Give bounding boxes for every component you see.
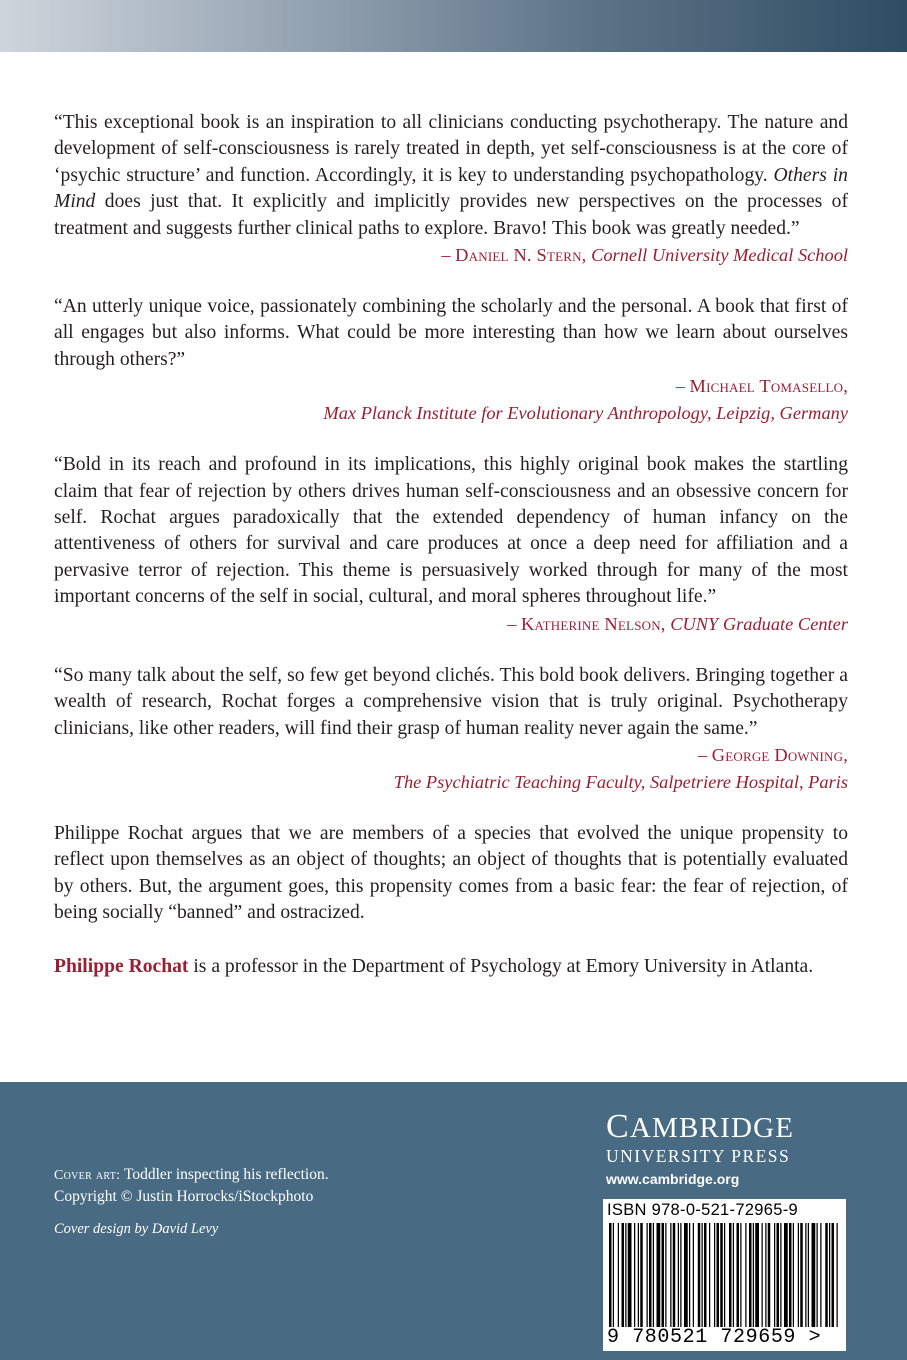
- barcode-bar: [737, 1223, 740, 1327]
- endorsement-quote: “An utterly unique voice, passionately combining the scholarly and the personal. A book that first of all engages but also informs. What could be more interesting than how we learn about ourselves through others?”: [54, 296, 848, 370]
- barcode-bar: [653, 1223, 654, 1327]
- barcode-bar: [613, 1223, 614, 1327]
- barcode-bar: [820, 1223, 821, 1327]
- barcode-bar: [609, 1223, 612, 1327]
- quote-text: does just that. It explicitly and implicitly provides new perspectives on the processes of treatment and suggests further clinical paths to explore. Bravo! This book was greatly needed.”: [54, 191, 848, 239]
- barcode-bar: [693, 1223, 694, 1327]
- endorser-name: Daniel N. Stern,: [455, 245, 587, 266]
- barcode-bar: [832, 1223, 835, 1327]
- endorser-affiliation: Cornell University Medical School: [591, 245, 848, 266]
- attribution-dash: –: [675, 376, 690, 397]
- barcode-bar: [673, 1223, 676, 1327]
- barcode-bars: [609, 1223, 840, 1327]
- endorser-affiliation: CUNY Graduate Center: [670, 613, 848, 634]
- barcode-bar: [720, 1223, 723, 1327]
- cover-credits: [54, 1164, 329, 1240]
- endorsement-4: [54, 663, 848, 796]
- barcode-bar: [622, 1223, 625, 1327]
- isbn-label: ISBN 978-0-521-72965-9: [607, 1201, 798, 1219]
- author-name: Philippe Rochat: [54, 955, 189, 977]
- barcode-bar: [780, 1223, 781, 1327]
- barcode-bar: [753, 1223, 754, 1327]
- barcode-bar: [733, 1223, 734, 1327]
- endorsement-attribution: [54, 242, 848, 269]
- barcode-bar: [808, 1223, 809, 1327]
- barcode-bar: [704, 1223, 707, 1327]
- book-description: Philippe Rochat argues that we are members of a species that evolved the unique propensity to reflect upon themselves as an object of thoughts; an object of thoughts that is potentially evaluated by others. But, the argument goes, this propensity comes from a basic fear: the fear of rejection, of being socially “banned” and ostracized.: [54, 822, 848, 924]
- endorsement-2: [54, 294, 848, 427]
- attribution-dash: –: [441, 245, 456, 266]
- endorsement-3: [54, 452, 848, 637]
- barcode-bar: [837, 1223, 838, 1327]
- publisher-panel: [0, 1082, 907, 1360]
- attribution-dash: –: [507, 613, 521, 634]
- barcode-bar: [789, 1223, 792, 1327]
- cover-art-credit: [54, 1164, 329, 1186]
- barcode-bar: [817, 1223, 818, 1327]
- barcode-bar: [800, 1223, 803, 1327]
- barcode-bar: [729, 1223, 732, 1327]
- publisher-initial: C: [606, 1108, 630, 1145]
- barcode-bar: [768, 1223, 771, 1327]
- endorsement-attribution: [54, 742, 848, 796]
- barcode-bar: [670, 1223, 671, 1327]
- barcode-bar: [634, 1223, 635, 1327]
- barcode-bar: [678, 1223, 679, 1327]
- barcode-bar: [829, 1223, 830, 1327]
- barcode-bar: [689, 1223, 690, 1327]
- barcode-bar: [745, 1223, 746, 1327]
- barcode-bar: [640, 1223, 643, 1327]
- barcode-bar: [798, 1223, 799, 1327]
- endorsement-quote: “Bold in its reach and profound in its implications, this highly original book makes the startling claim that fear of rejection by others drives human self-consciousness and an obsessive concern for self. Rochat argues paradoxically that the extended dependency of human infancy on the attentiveness of others for survival and care produces at once a deep need for affiliation and a pervasive terror of rejection. This theme is persuasively worked through for many of the most important concerns of the self in social, cultural, and moral spheres throughout life.”: [54, 454, 848, 608]
- endorsement-attribution: [54, 611, 848, 638]
- barcode-bar: [625, 1223, 626, 1327]
- back-cover-text: [54, 110, 848, 980]
- barcode-bar: [784, 1223, 788, 1327]
- publisher-url: www.cambridge.org: [606, 1171, 740, 1187]
- endorser-affiliation: Max Planck Institute for Evolutionary Anthropology, Leipzig, Germany: [323, 403, 848, 424]
- endorsement-attribution: [54, 373, 848, 427]
- copyright-line: Copyright © Justin Horrocks/iStockphoto: [54, 1188, 314, 1205]
- barcode-bar: [684, 1223, 688, 1327]
- author-bio-text: is a professor in the Department of Psychology at Emory University in Atlanta.: [188, 955, 814, 977]
- barcode-bar: [628, 1223, 632, 1327]
- top-gradient-band: [0, 0, 907, 52]
- barcode-bar: [618, 1223, 619, 1327]
- cambridge-logo: [606, 1108, 828, 1187]
- barcode-bar: [714, 1223, 715, 1327]
- barcode-bar: [765, 1223, 766, 1327]
- book-title-italic: Others in Mind: [54, 164, 848, 213]
- publisher-name-rest: AMBRIDGE: [629, 1112, 795, 1144]
- barcode-bar: [812, 1223, 816, 1327]
- barcode-bar: [647, 1223, 648, 1327]
- publisher-press: UNIVERSITY PRESS: [606, 1146, 791, 1166]
- barcode-bar: [702, 1223, 703, 1327]
- barcode-bar: [662, 1223, 665, 1327]
- endorsement-quote: [54, 110, 848, 242]
- barcode-bar: [805, 1223, 806, 1327]
- barcode-bar: [740, 1223, 741, 1327]
- endorsement-1: [54, 110, 848, 269]
- barcode-bar: [755, 1223, 759, 1327]
- barcode-bar: [793, 1223, 794, 1327]
- barcode-bar: [825, 1223, 828, 1327]
- barcode-bar: [638, 1223, 639, 1327]
- publisher-name: [606, 1108, 828, 1145]
- quote-text: “This exceptional book is an inspiration to all clinicians conducting psychotherapy. The nature and development of self-consciousness is rarely treated in depth, yet self-consciousness is at the core of ‘psychic structure’ and function. Accordingly, it is key to understanding psychopathology.: [54, 112, 848, 186]
- barcode-bar: [762, 1223, 763, 1327]
- barcode-bar: [665, 1223, 666, 1327]
- endorser-name: George Downing,: [711, 744, 848, 765]
- barcode-bar: [709, 1223, 710, 1327]
- barcode-bar: [717, 1223, 720, 1327]
- author-bio: [54, 954, 848, 980]
- endorser-affiliation: The Psychiatric Teaching Faculty, Salpetriere Hospital, Paris: [393, 771, 848, 792]
- cover-art-label: Cover art:: [54, 1168, 121, 1183]
- barcode: [603, 1199, 846, 1351]
- barcode-bar: [649, 1223, 652, 1327]
- endorser-name: Katherine Nelson,: [521, 613, 666, 634]
- endorser-name: Michael Tomasello,: [689, 376, 848, 397]
- attribution-dash: –: [697, 744, 712, 765]
- barcode-bar: [774, 1223, 775, 1327]
- barcode-bar: [698, 1223, 701, 1327]
- cover-design-credit: Cover design by David Levy: [54, 1221, 219, 1237]
- endorsement-quote: “So many talk about the self, so few get beyond clichés. This bold book delivers. Bringing together a wealth of research, Rochat forges a comprehensive vision that is truly original. Psychotherapy clinicians, like other readers, will find their grasp of human reality never again the same.”: [54, 664, 848, 739]
- barcode-bar: [657, 1223, 661, 1327]
- barcode-bar: [749, 1223, 752, 1327]
- barcode-bar: [777, 1223, 780, 1327]
- barcode-digits: 9 780521 729659 >: [607, 1326, 822, 1349]
- barcode-bar: [680, 1223, 681, 1327]
- cover-art-text: Toddler inspecting his reflection.: [120, 1166, 329, 1183]
- barcode-bar: [724, 1223, 725, 1327]
